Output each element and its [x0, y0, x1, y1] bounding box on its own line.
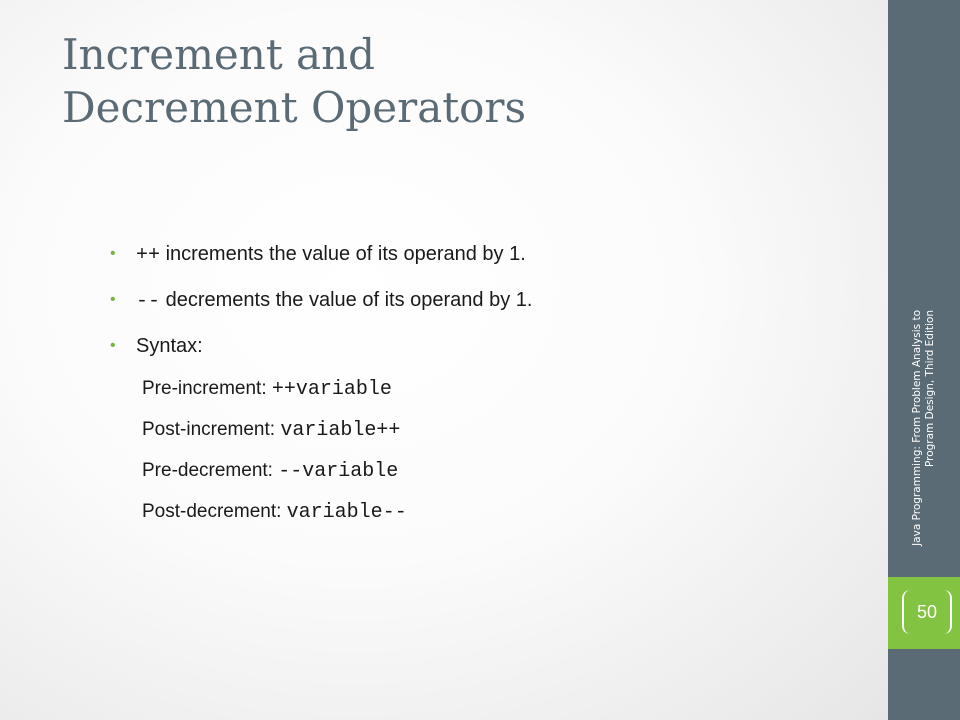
syntax-code: variable-- — [286, 501, 407, 524]
syntax-label: Pre-increment: — [142, 378, 272, 399]
bullet-item-decrement — [110, 282, 850, 328]
syntax-item-post-increment — [110, 415, 850, 456]
decrement-operator-code: -- — [136, 290, 161, 313]
syntax-label: Pre-decrement: — [142, 460, 279, 481]
bullet-icon: • — [110, 291, 116, 308]
bullet-text-increment: increments the value of its operand by 1. — [160, 243, 526, 265]
syntax-code: variable++ — [280, 419, 401, 442]
syntax-label: Post-increment: — [142, 419, 281, 440]
book-title-footer: Java Programming: From Problem Analysis to Program Design, Third Edition — [911, 310, 936, 546]
syntax-code: ++variable — [271, 378, 392, 401]
syntax-code: --variable — [278, 460, 399, 483]
syntax-item-post-decrement — [110, 497, 850, 538]
bullet-icon: • — [110, 245, 116, 262]
slide-title — [62, 28, 762, 134]
page-number: 50 — [902, 590, 952, 634]
slide-title-line-2: Decrement Operators — [62, 83, 527, 132]
syntax-label: Post-decrement: — [142, 501, 287, 522]
bullet-icon: • — [110, 337, 116, 354]
slide-title-line-1: Increment and — [62, 30, 376, 79]
slide-content — [110, 236, 850, 538]
bullet-text-syntax: Syntax: — [136, 335, 203, 357]
bullet-text-decrement: decrements the value of its operand by 1. — [160, 289, 533, 311]
syntax-item-pre-increment — [110, 374, 850, 415]
syntax-item-pre-decrement — [110, 456, 850, 497]
bullet-item-syntax — [110, 328, 850, 374]
increment-operator-code: ++ — [136, 244, 161, 267]
bullet-item-increment — [110, 236, 850, 282]
